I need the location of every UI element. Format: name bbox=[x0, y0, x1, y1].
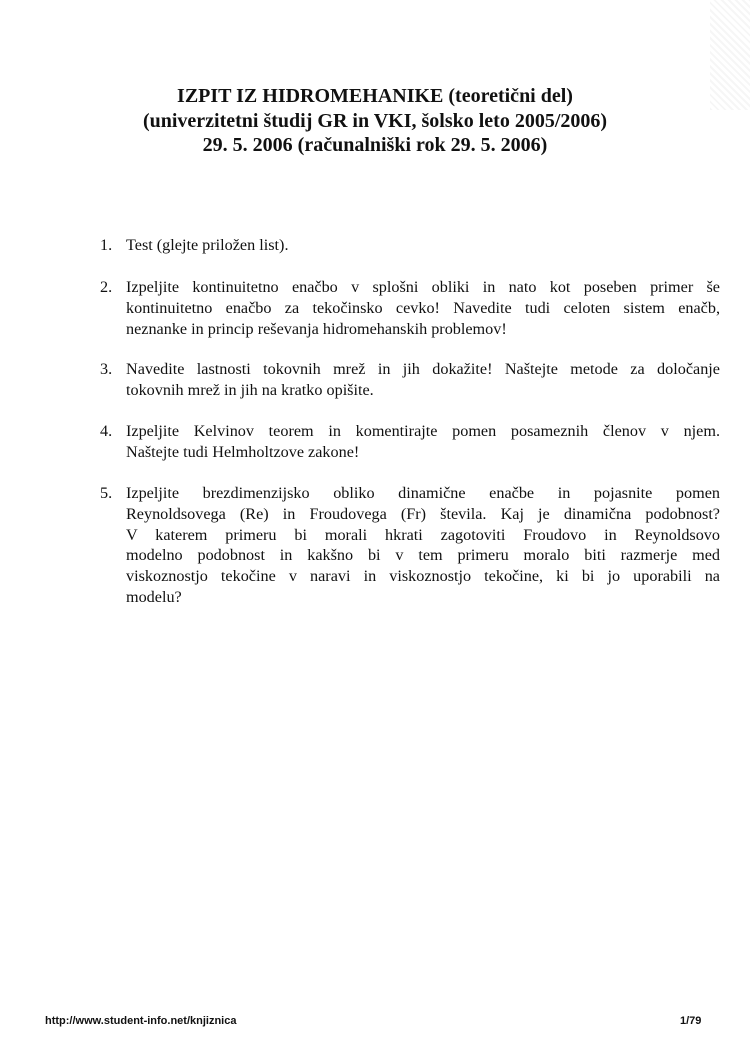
question-line: Izpeljite Kelvinov teorem in komentirajte pomen posameznih členov v njem. bbox=[126, 422, 720, 440]
question-line: Naštejte tudi Helmholtzove zakone! bbox=[126, 442, 360, 461]
question-line: Izpeljite kontinuitetno enačbo v splošni obliki in nato kot poseben primer še bbox=[126, 278, 720, 296]
question-3 bbox=[100, 359, 720, 401]
exam-title bbox=[0, 84, 750, 158]
question-number: 4. bbox=[100, 422, 113, 440]
title-line-1: IZPIT IZ HIDROMEHANIKE (teoretični del) bbox=[177, 85, 573, 107]
question-4 bbox=[100, 421, 720, 463]
question-line: tokovnih mrež in jih na kratko opišite. bbox=[126, 380, 374, 399]
question-line: Navedite lastnosti tokovnih mrež in jih dokažite! Naštejte metode za določanje bbox=[126, 360, 720, 378]
title-line-3: 29. 5. 2006 (računalniški rok 29. 5. 2006) bbox=[202, 134, 548, 156]
question-line: viskoznostjo tekočine v naravi in viskoznostjo tekočine, ki bi jo uporabili na bbox=[126, 567, 720, 586]
question-number: 1. bbox=[100, 236, 113, 254]
question-number: 3. bbox=[100, 360, 113, 378]
question-number: 2. bbox=[100, 278, 113, 296]
question-line: neznanke in princip reševanja hidromehanskih problemov! bbox=[126, 319, 507, 338]
question-line: modelno podobnost in kakšno bi v tem primeru moralo biti razmerje med bbox=[126, 546, 720, 565]
question-2 bbox=[100, 277, 720, 339]
question-line: Izpeljite brezdimenzijsko obliko dinamične enačbe in pojasnite pomen bbox=[126, 484, 720, 502]
question-line: V katerem primeru bi morali hkrati zagotoviti Froudovo in Reynoldsovo bbox=[126, 525, 720, 544]
question-line: Test (glejte priložen list). bbox=[126, 236, 289, 254]
question-number: 5. bbox=[100, 484, 113, 502]
footer-url: http://www.student-info.net/knjiznica bbox=[45, 1015, 237, 1027]
question-line: kontinuitetno enačbo za tekočinsko cevko! Navedite tudi celoten sistem enačb, bbox=[126, 298, 720, 317]
page-number: 1/79 bbox=[680, 1015, 702, 1027]
question-5 bbox=[100, 483, 720, 608]
question-line: Reynoldsovega (Re) in Froudovega (Fr) števila. Kaj je dinamična podobnost? bbox=[126, 504, 720, 523]
title-line-2: (univerzitetni študij GR in VKI, šolsko leto 2005/2006) bbox=[142, 109, 608, 132]
question-1 bbox=[100, 235, 720, 256]
question-line: modelu? bbox=[126, 587, 182, 606]
